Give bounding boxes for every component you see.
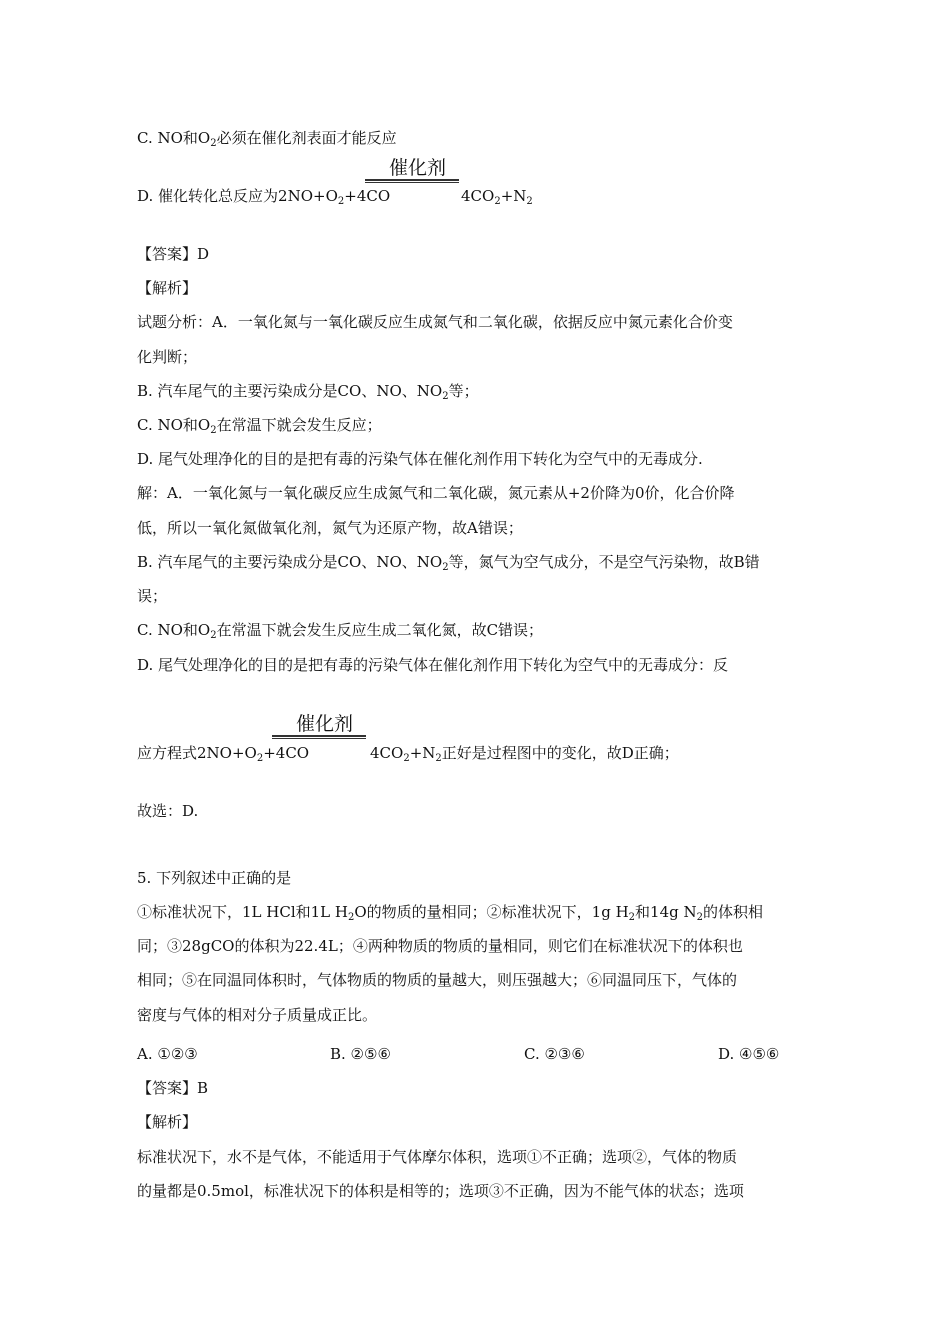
analysis-line: 标准状况下，水不是气体，不能适用于气体摩尔体积，选项①不正确；选项②，气体的物质: [137, 1148, 738, 1166]
analysis-line: 的量都是0.5mol，标准状况下的体积是相等的；选项③不正确，因为不能气体的状态；选项: [137, 1182, 744, 1200]
analysis-label: 【解析】: [137, 1113, 198, 1131]
choice-a: A. ①②③: [137, 1045, 198, 1063]
analysis-line: D. 尾气处理净化的目的是把有毒的污染气体在催化剂作用下转化为空气中的无毒成分.: [137, 450, 703, 468]
choice-c: C. ②③⑥: [524, 1045, 585, 1063]
conclusion-line: 故选：D.: [137, 802, 199, 820]
question-line: 相同；⑤在同温同体积时，气体物质的物质的量越大，则压强越大；⑥同温同压下，气体的: [137, 971, 738, 989]
analysis-line: 误；: [137, 587, 168, 605]
analysis-line: B. 汽车尾气的主要污染成分是CO、NO、$NO_2$等；: [137, 382, 479, 402]
analysis-line: D. 尾气处理净化的目的是把有毒的污染气体在催化剂作用下转化为空气中的无毒成分：反: [137, 656, 729, 674]
analysis-line: 解：A．一氧化氮与一氧化碳反应生成氮气和二氧化碳，氮元素从+2价降为0价，化合价降: [137, 484, 735, 502]
option-d-line: D. 催化转化总反应为$2NO+O_2+4CO$: [137, 187, 391, 207]
answer-label: 【答案】B: [137, 1079, 209, 1097]
question-line: 密度与气体的相对分子质量成正比。: [137, 1006, 378, 1024]
analysis-line: 化判断；: [137, 348, 198, 366]
choice-d: D. ④⑤⑥: [718, 1045, 780, 1063]
analysis-line: C. NO和$O_2$在常温下就会发生反应生成二氧化氮，故C错误；: [137, 621, 544, 641]
question-title: 5. 下列叙述中正确的是: [137, 869, 292, 887]
analysis-line: C. NO和$O_2$在常温下就会发生反应；: [137, 416, 382, 436]
equation-products: $4CO_2+N_2$正好是过程图中的变化，故D正确；: [370, 744, 679, 764]
catalyst-label: 催化剂: [389, 157, 447, 179]
answer-label: 【答案】D: [137, 245, 210, 263]
analysis-label: 【解析】: [137, 279, 198, 297]
analysis-line: 试题分析：A．一氧化氮与一氧化碳反应生成氮气和二氧化碳，依据反应中氮元素化合价变: [137, 313, 733, 331]
option-d-products: $4CO_2+N_2$: [461, 187, 533, 207]
question-line: 同；③28gCO的体积为22.4L；④两种物质的物质的量相同，则它们在标准状况下的体积也: [137, 937, 743, 955]
analysis-line: 低，所以一氧化氮做氧化剂，氮气为还原产物，故A错误；: [137, 519, 523, 537]
choice-b: B. ②⑤⑥: [330, 1045, 391, 1063]
option-c-line: C. NO和$O_2$必须在催化剂表面才能反应: [137, 129, 397, 149]
reaction-arrow-bar: [365, 179, 459, 183]
equation-line: 应方程式$2NO+O_2+4CO$: [137, 744, 310, 764]
catalyst-label: 催化剂: [296, 713, 354, 735]
analysis-line: B. 汽车尾气的主要污染成分是CO、NO、$NO_2$等，氮气为空气成分，不是空气污染物，故B错: [137, 553, 760, 573]
question-line: ①标准状况下，1L HCl和1L $H_2O$的物质的量相同；②标准状况下，1g $H_2$和14g $N_2$的体积相: [137, 903, 764, 923]
reaction-arrow-bar: [272, 735, 366, 739]
